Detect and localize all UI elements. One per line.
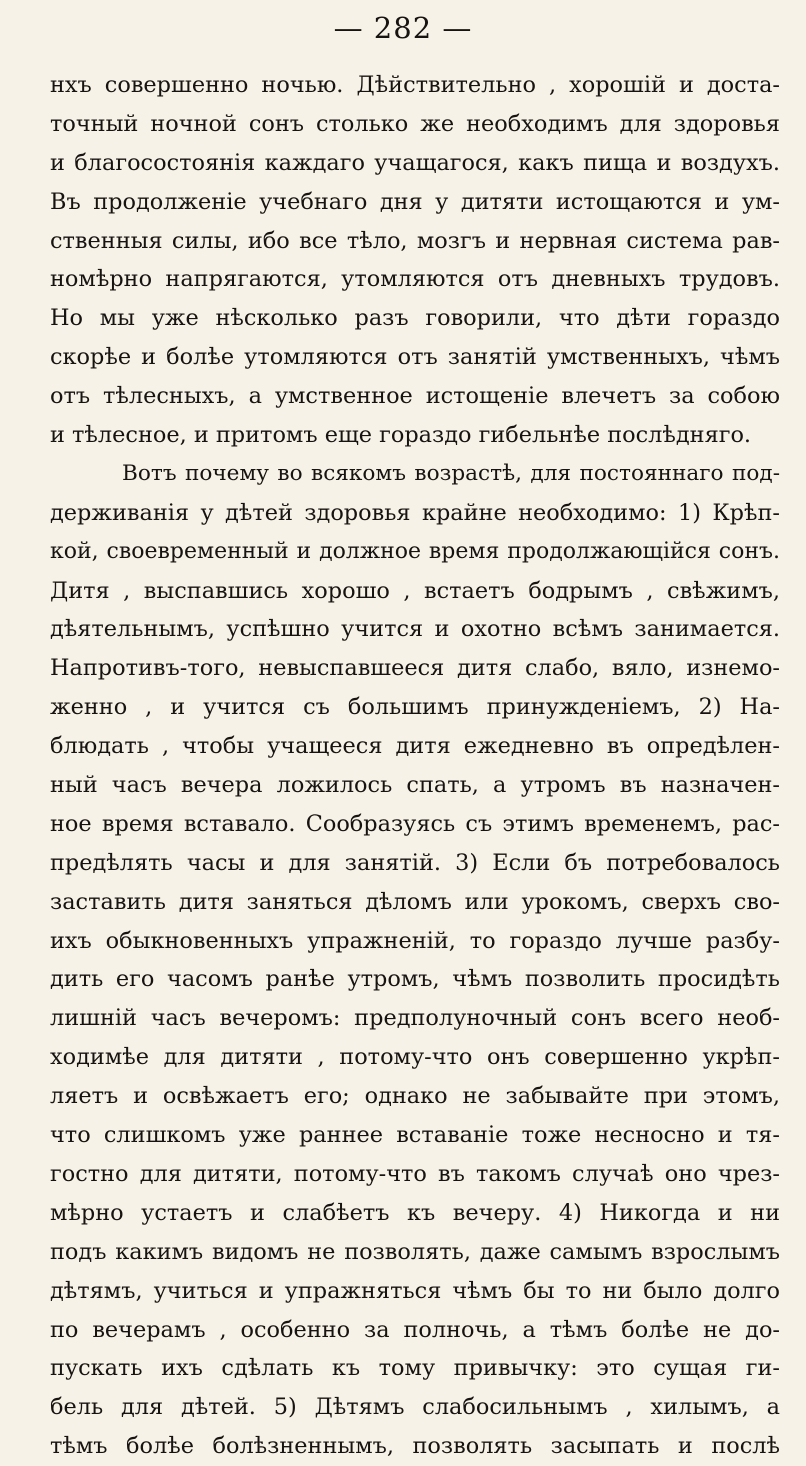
text-line: заставить дитя заняться дѣломъ или урокомъ, сверхъ сво- [50,888,780,915]
text-line: мѣрно устаетъ и слабѣетъ къ вечеру. 4) Никогда и ни [50,1199,780,1226]
text-line: предѣлять часы и для занятій. 3) Если бъ потребовалось [50,849,780,876]
text-line: Дитя , выспавшись хорошо , встаетъ бодрымъ , свѣжимъ, [50,577,780,604]
text-line: подъ какимъ видомъ не позволять, даже самымъ взрослымъ [50,1238,780,1265]
text-line: ихъ обыкновенныхъ упражненій, то гораздо лучше разбу- [50,927,780,954]
text-line: и благосостоянія каждаго учащагося, какъ пища и воздухъ. [50,149,780,176]
text-line: ляетъ и освѣжаетъ его; однако не забывайте при этомъ, [50,1083,780,1110]
text-line: дѣтямъ, учиться и упражняться чѣмъ бы то ни было долго [50,1277,780,1304]
text-line: ственныя силы, ибо все тѣло, мозгъ и нервная система рав- [50,227,780,254]
text-line: бель для дѣтей. 5) Дѣтямъ слабосильнымъ , хилымъ, а [50,1394,780,1421]
text-line: тѣмъ болѣе болѣзненнымъ, позволять засыпать и послѣ [50,1433,780,1460]
text-line: ходимѣе для дитяти , потому-что онъ совершенно укрѣп- [50,1044,780,1071]
page-number: — 282 — [333,11,473,45]
text-line: точный ночной сонъ столько же необходимъ для здоровья [50,110,780,137]
text-line: кой, своевременный и должное время продолжающійся сонъ. [50,538,780,564]
text-line: держиванія у дѣтей здоровья крайне необходимо: 1) Крѣп- [50,499,780,526]
text-line: Въ продолженіе учебнаго дня у дитяти истощаются и ум- [50,188,780,215]
text-line: дить его часомъ ранѣе утромъ, чѣмъ позволить просидѣть [50,966,780,993]
text-line: женно , и учится съ большимъ принужденіемъ, 2) На- [50,694,780,721]
text-line: нхъ совершенно ночью. Дѣйствительно , хорошій и доста- [50,72,780,98]
text-line: отъ тѣлесныхъ, а умственное истощеніе влечетъ за собою [50,383,780,410]
text-line: номѣрно напрягаются, утомляются отъ дневныхъ трудовъ. [50,266,780,293]
text-line: скорѣе и болѣе утомляются отъ занятій умственныхъ, чѣмъ [50,344,780,371]
text-line: ное время вставало. Сообразуясь съ этимъ временемъ, рас- [50,810,780,837]
text-line: Напротивъ-того, невыспавшееся дитя слабо, вяло, изнемо- [50,655,780,682]
text-line: по вечерамъ , особенно за полночь, а тѣмъ болѣе не до- [50,1316,780,1343]
text-line: Но мы уже нѣсколько разъ говорили, что дѣти гораздо [50,305,780,332]
text-line: что слишкомъ уже раннее вставаніе тоже несносно и тя- [50,1122,780,1149]
text-line: пускать ихъ сдѣлать къ тому привычку: это сущая ги- [50,1355,780,1382]
paragraph-first-line: Вотъ почему во всякомъ возрастѣ, для постояннаго под- [122,460,780,486]
text-line: ный часъ вечера ложилось спать, а утромъ въ назначен- [50,772,780,799]
body-text [50,66,780,1466]
text-line: блюдать , чтобы учащееся дитя ежедневно въ опредѣлен- [50,733,780,760]
paragraph-last-line: и тѣлесное, и притомъ еще гораздо гибельнѣе послѣдняго. [50,422,752,449]
text-line: гостно для дитяти, потому-что въ такомъ случаѣ оно чрез- [50,1160,780,1187]
text-line: дѣятельнымъ, успѣшно учится и охотно всѣмъ занимается. [50,616,780,643]
text-line: лишній часъ вечеромъ: предполуночный сонъ всего необ- [50,1005,780,1032]
